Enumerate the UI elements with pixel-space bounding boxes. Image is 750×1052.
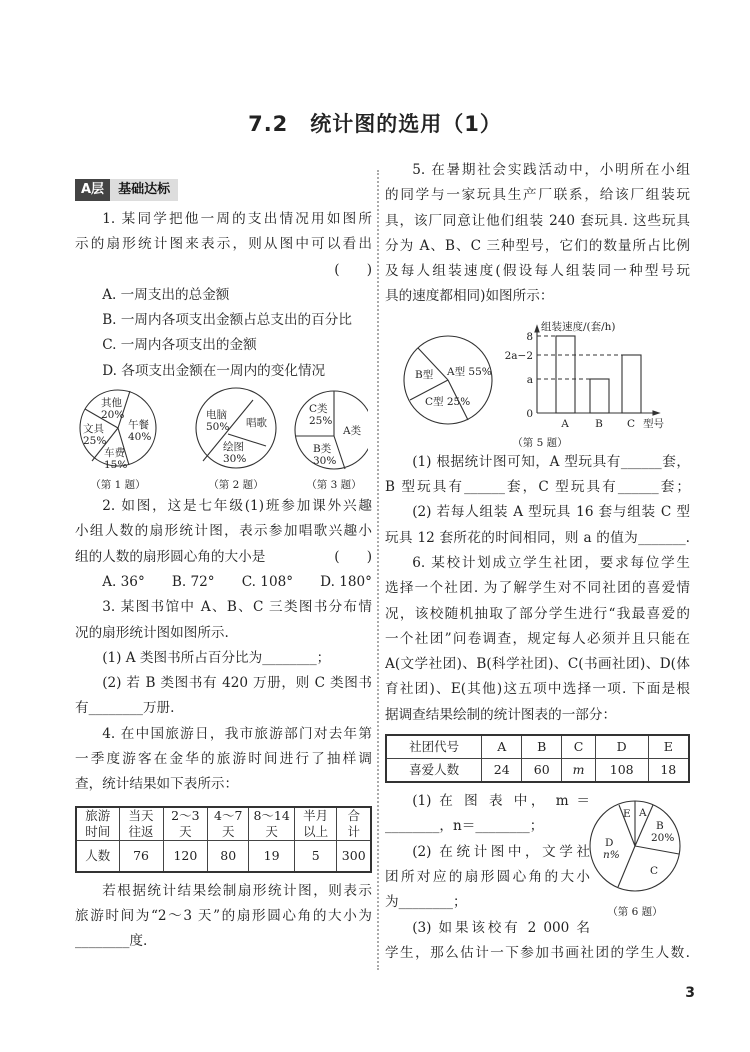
pie-label: 25%	[309, 415, 333, 428]
table-row	[386, 759, 689, 783]
y-tick: a	[526, 373, 533, 386]
q6-line: ________，n＝________；	[385, 818, 544, 835]
page-title: 7.2 统计图的选用（1）	[248, 112, 502, 136]
table-header-row	[386, 735, 689, 759]
y-axis-label: 组装速度/(套/h)	[541, 320, 616, 333]
pie-label: B类	[313, 443, 332, 456]
section-name: 基础达标	[110, 179, 178, 201]
pie-label: 绘图	[223, 441, 244, 454]
figure-caption: （第 3 题）	[306, 479, 362, 492]
table-cell: 80	[208, 840, 249, 872]
pie-label: 20%	[101, 409, 125, 422]
q6-line: 团所对应的扇形圆心角的大小	[385, 868, 590, 885]
figure-caption: （第 5 题）	[512, 436, 568, 449]
table-cell: 60	[522, 759, 562, 783]
table-row	[76, 840, 371, 872]
pie-label: E	[623, 808, 631, 821]
q3-line: 3. 某图书馆中 A、B、C 三类图书分布情	[102, 599, 372, 616]
table-cell: m	[562, 759, 596, 783]
left-column	[75, 175, 372, 955]
pie-label: n%	[603, 849, 620, 862]
pie-label: C型 25%	[425, 395, 471, 408]
table-cell: 8～14 天	[249, 807, 295, 841]
pie-label: 唱歌	[246, 417, 267, 430]
q2-line: 2. 如图，这是七年级(1)班参加课外兴趣	[102, 498, 372, 515]
column-divider	[377, 170, 379, 970]
table-cell: 喜爱人数	[386, 759, 482, 783]
q4-line: 4. 在中国旅游日，我市旅游部门对去年第	[102, 725, 372, 742]
table-cell: 4～7 天	[208, 807, 249, 841]
pie-label: B型	[415, 368, 434, 381]
table-cell: 5	[294, 840, 337, 872]
q5-line: 5. 在暑期社会实践活动中，小明所在小组	[412, 162, 690, 178]
q2-line: 组的人数的扇形圆心角的大小是	[75, 548, 266, 565]
q4-line: 查，统计结果如下表所示：	[75, 776, 239, 793]
q6-line: (1) 在 图 表 中， m ＝	[412, 793, 590, 810]
y-tick: 0	[526, 407, 533, 420]
pie-label: 15%	[104, 459, 128, 472]
bar-chart-5	[535, 326, 659, 415]
figures-1-3	[71, 384, 368, 494]
y-tick: 8	[526, 330, 533, 343]
q6-line: 育社团)、E(其他)这五项中选择一项. 下面是根	[385, 681, 690, 698]
table-cell: 108	[595, 759, 648, 783]
table-header-row	[76, 807, 371, 841]
table-cell: 半月以上	[294, 807, 337, 841]
q3-line: 况的扇形统计图如图所示.	[75, 624, 229, 641]
club-table	[385, 734, 690, 783]
answer-bracket[interactable]: ( )	[334, 548, 372, 565]
table-cell: 300	[337, 840, 371, 872]
q5-line: B 型玩具有______套，C 型玩具有______套；	[385, 479, 690, 496]
option[interactable]: C. 一周内各项支出的金额	[102, 337, 257, 354]
table-cell: E	[648, 735, 689, 759]
table-cell: D	[595, 735, 648, 759]
pie-label: 文具	[83, 423, 104, 436]
x-tick: C	[626, 417, 636, 430]
figure-caption: （第 6 题）	[607, 906, 663, 919]
pie-label: 车费	[104, 447, 125, 460]
table-cell: 18	[648, 759, 689, 783]
option[interactable]: A. 一周支出的总金额	[102, 286, 230, 303]
pie-label: 其他	[101, 397, 122, 410]
table-cell: 社团代号	[386, 735, 482, 759]
table-cell: 19	[249, 840, 295, 872]
x-tick: B	[595, 417, 603, 430]
y-tick: 2a−2	[504, 349, 533, 362]
q5-line: 的同学与一家玩具生产厂联系，给该厂组装玩	[385, 187, 690, 204]
option[interactable]: B. 一周内各项支出金额占总支出的百分比	[102, 312, 352, 329]
q4-line: 旅游时间为“2～3 天”的扇形圆心角的大小为	[75, 907, 372, 924]
answer-bracket[interactable]: ( )	[334, 261, 372, 278]
q6-line: 一个社团”问卷调查，规定每人必须并且只能在	[385, 630, 690, 647]
pie-label: A类	[343, 425, 362, 438]
q3-line: (1) A 类图书所占百分比为________；	[102, 649, 331, 666]
section-badge	[75, 179, 178, 201]
pie-label: 午餐	[128, 419, 149, 432]
bar-c	[622, 355, 641, 413]
table-cell: 当天往返	[119, 807, 163, 841]
pie-label: 25%	[83, 435, 107, 448]
q1-line: 1. 某同学把他一周的支出情况用如图所	[102, 211, 372, 227]
q6-line: 学生，那么估计一下参加书画社团的学生人数.	[385, 944, 690, 961]
pie-label: 40%	[128, 431, 152, 444]
figure-5	[385, 310, 690, 450]
q4-line: 一季度游客在金华的旅游时间进行了抽样调	[75, 751, 372, 768]
q4-line: ________度.	[75, 933, 148, 950]
q6-line: 况，该校随机抽取了部分学生进行“我最喜爱的	[385, 605, 690, 622]
right-column	[385, 158, 690, 966]
q5-line: 玩具 12 套所花的时间相同，则 a 的值为_______.	[385, 529, 690, 546]
option[interactable]: C. 108°	[241, 573, 294, 590]
figure-caption: （第 2 题）	[208, 479, 264, 492]
table-cell: A	[482, 735, 522, 759]
q1-line: 示的扇形统计图来表示，则从图中可以看出	[75, 236, 372, 253]
figure-caption: （第 1 题）	[90, 479, 146, 492]
x-axis-label: 型号	[643, 417, 664, 430]
option[interactable]: A. 36°	[102, 573, 145, 590]
pie-label: 20%	[651, 832, 675, 845]
table-cell: 120	[163, 840, 208, 872]
q3-line: (2) 若 B 类图书有 420 万册，则 C 类图书	[102, 675, 372, 692]
table-cell: 2～3 天	[163, 807, 208, 841]
q5-line: 具，该厂同意让他们组装 240 套玩具. 这些玩具	[385, 212, 690, 229]
table-cell: C	[562, 735, 596, 759]
q2-line: 小组人数的扇形统计图，表示参加唱歌兴趣小	[75, 523, 372, 540]
pie-label: 电脑	[206, 409, 227, 422]
pie-label: 50%	[206, 421, 230, 434]
table-cell: 旅游时间	[76, 807, 119, 841]
q5-line: (1) 根据统计图可知，A 型玩具有______套，	[412, 453, 690, 470]
table-cell: 76	[119, 840, 163, 872]
q6-line: 选择一个社团. 为了解学生对不同社团的喜爱情	[385, 580, 690, 597]
pie-label: B	[656, 820, 664, 833]
pie-chart-6	[587, 791, 687, 921]
q6-line: (2) 在统计图中，文学社	[412, 843, 590, 860]
q5-line: 分为 A、B、C 三种型号，它们的数量所占比例	[385, 237, 690, 254]
pie-label: A型 55%	[447, 365, 492, 378]
table-cell: 合计	[337, 807, 371, 841]
x-tick: A	[561, 417, 569, 430]
q6-line: (3) 如果该校有 2 000 名	[412, 919, 590, 936]
q6-line: 据调查结果绘制的统计图表的一部分：	[385, 706, 617, 723]
page-number: 3	[685, 985, 695, 1001]
pie-label: A	[639, 807, 647, 820]
q5-line: 及每人组装速度(假设每人组装同一种型号玩	[385, 263, 690, 280]
pie-label: C类	[309, 403, 328, 416]
q4-line: 若根据统计结果绘制扇形统计图，则表示	[102, 882, 372, 899]
table-cell: B	[522, 735, 562, 759]
pie-label: C	[650, 865, 659, 878]
option[interactable]: D. 各项支出金额在一周内的变化情况	[102, 362, 326, 379]
q5-line: 具的速度都相同)如图所示：	[385, 288, 554, 305]
q5-line: (2) 若每人组装 A 型玩具 16 套与组装 C 型	[412, 504, 690, 521]
q6-line: 为________；	[385, 894, 467, 911]
level-label: A层	[75, 179, 110, 201]
table-cell: 人数	[76, 840, 119, 872]
bar-a	[556, 336, 575, 413]
option[interactable]: D. 180°	[320, 573, 372, 590]
pie-label: 30%	[223, 453, 247, 466]
travel-time-table	[75, 806, 372, 873]
option[interactable]: B. 72°	[171, 573, 215, 590]
table-cell: 24	[482, 759, 522, 783]
pie-label: D	[605, 837, 614, 850]
q6-line: A(文学社团)、B(科学社团)、C(书画社团)、D(体	[385, 656, 690, 673]
q3-line: 有________万册.	[75, 700, 175, 717]
pie-label: 30%	[313, 455, 337, 468]
q6-line: 6. 某校计划成立学生社团，要求每位学生	[412, 554, 690, 571]
bar-b	[590, 379, 609, 413]
